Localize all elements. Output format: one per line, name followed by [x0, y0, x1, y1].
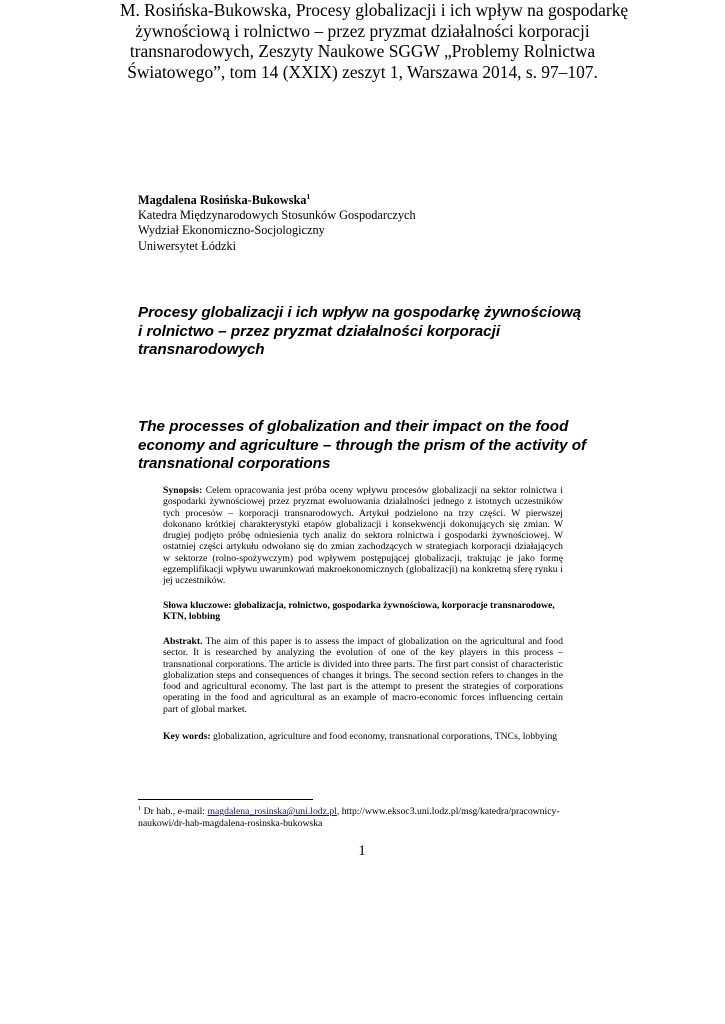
affiliation-line: Katedra Międzynarodowych Stosunków Gospodarczych [138, 208, 416, 223]
footnote [138, 806, 578, 830]
synopsis-line: dokonano krótkiej charakterystyki etapów globalizacji i konsekwencji dokonujących się zmian. W [163, 518, 563, 530]
footnote-marker: 1 [138, 805, 142, 812]
page-number: 1 [358, 843, 366, 859]
title-english [138, 418, 608, 474]
title-line: transnarodowych [138, 341, 265, 358]
citation-line: M. Rosińska-Bukowska, Procesy globalizacji i ich wpływ na gospodarkę [120, 0, 629, 20]
title-line: economy and agriculture – through the prism of the activity of [138, 436, 587, 454]
footnote-line[interactable]: naukowi/dr-hab-magdalena-rosinska-bukowska [138, 818, 323, 829]
keywords-polish [163, 600, 563, 623]
abstract-line: globalization steps and consequences of changes it brings. The second section refers to changes in the [163, 669, 563, 681]
title-line: The processes of globalization and their impact on the food [138, 418, 569, 435]
author-block [138, 193, 618, 254]
citation-line: Światowego”, tom 14 (XXIX) zeszyt 1, Warszawa 2014, s. 97–107. [127, 61, 598, 82]
keywords-english [163, 731, 563, 742]
keywords-line: KTN, lobbing [163, 611, 221, 623]
keywords-line: Słowa kluczowe: globalizacja, rolnictwo, gospodarka żywnościowa, korporacje transnarodowe, [163, 600, 555, 611]
abstract-line: food and agricultural economy. The last part is the attempt to present the strategies of corporations [163, 681, 563, 692]
abstract-line: operating in the food and agricultural as an example of macro-economic forces influencing certain [163, 692, 563, 704]
author-name-line [138, 193, 618, 208]
affiliation-line: Wydział Ekonomiczno-Socjologiczny [138, 223, 325, 238]
synopsis-line: tych procesów – korporacji transnarodowych. Artykuł podzielono na trzy części. W pierwszej [163, 507, 563, 519]
title-line: transnational corporations [138, 455, 331, 472]
keywords-line [163, 731, 563, 742]
title-line: Procesy globalizacji i ich wpływ na gospodarkę żywnościową [138, 304, 582, 321]
synopsis-line: Synopsis: Celem opracowania jest próba oceny wpływu procesów globalizacji na sektor rolnictwa i [163, 485, 563, 496]
synopsis-label: Synopsis: [163, 485, 203, 496]
synopsis-line: gospodarki żywnościowej przez pryzmat ewoluowania działalności jednego z istotnych uczestników [163, 496, 563, 508]
citation-header [120, 0, 629, 82]
synopsis-line: jej uczestników. [163, 575, 226, 586]
email-link[interactable]: magdalena_rosinska@uni.lodz.pl [207, 806, 337, 817]
footnote-url[interactable]: , http://www.eksoc3.uni.lodz.pl/msg/katedra/pracownicy- [336, 806, 560, 817]
title-polish [138, 304, 608, 360]
citation-line: żywnościową i rolnictwo – przez pryzmat działalności korporacji [135, 20, 590, 41]
footnote-divider [138, 799, 313, 800]
keywords-label: Key words: [163, 731, 211, 742]
abstract-line: part of global market. [163, 703, 247, 715]
title-line: i rolnictwo – przez pryzmat działalności korporacji [138, 322, 501, 340]
synopsis-paragraph [163, 485, 563, 586]
author-footnote-marker[interactable]: 1 [306, 192, 311, 201]
synopsis-line: ostatniej części artykułu odwołano się do zmian zachodzących w strategiach korporacji działających [163, 541, 563, 553]
citation-line: transnarodowych, Zeszyty Naukowe SGGW „Problemy Rolnictwa [129, 41, 596, 61]
abstract-line: transnational corporations. The article is divided into three parts. The first part consist of characteristic [163, 658, 563, 670]
synopsis-line: egzemplifikacji wpływu uwarunkowań makroekonomicznych (globalizacji) na konkretną sferę rynku i [163, 563, 563, 575]
affiliation-line: Uniwersytet Łódzki [138, 238, 237, 253]
author-name: Magdalena Rosińska-Bukowska [138, 193, 307, 207]
synopsis-line: drugiej podjęto próbę odniesienia tych analiz do sektora rolnictwa i gospodarki żywnościowej. W [163, 530, 563, 541]
footnote-line: $^1$ Dr hab., e-mail: magdalena_rosinska@uni.lodz.pl, http://www.eksoc3.uni.lodz.pl/msg/katedra/pracownicy- [138, 805, 560, 817]
abstract-line: Abstrakt. The aim of this paper is to assess the impact of globalization on the agricultural and food [163, 636, 563, 647]
abstract-paragraph [163, 636, 563, 715]
abstract-line: sector. It is researched by analyzing the evolution of one of the key players in this process – [163, 647, 563, 659]
synopsis-line: w sektorze (rolno-spożywczym) pod wpływem postępującej globalizacji, traktując je jako formę [163, 552, 563, 564]
abstract-label: Abstrakt. [163, 636, 203, 647]
keywords-text: globalization, agriculture and food economy, transnational corporations, TNCs, lobbying [210, 731, 558, 742]
